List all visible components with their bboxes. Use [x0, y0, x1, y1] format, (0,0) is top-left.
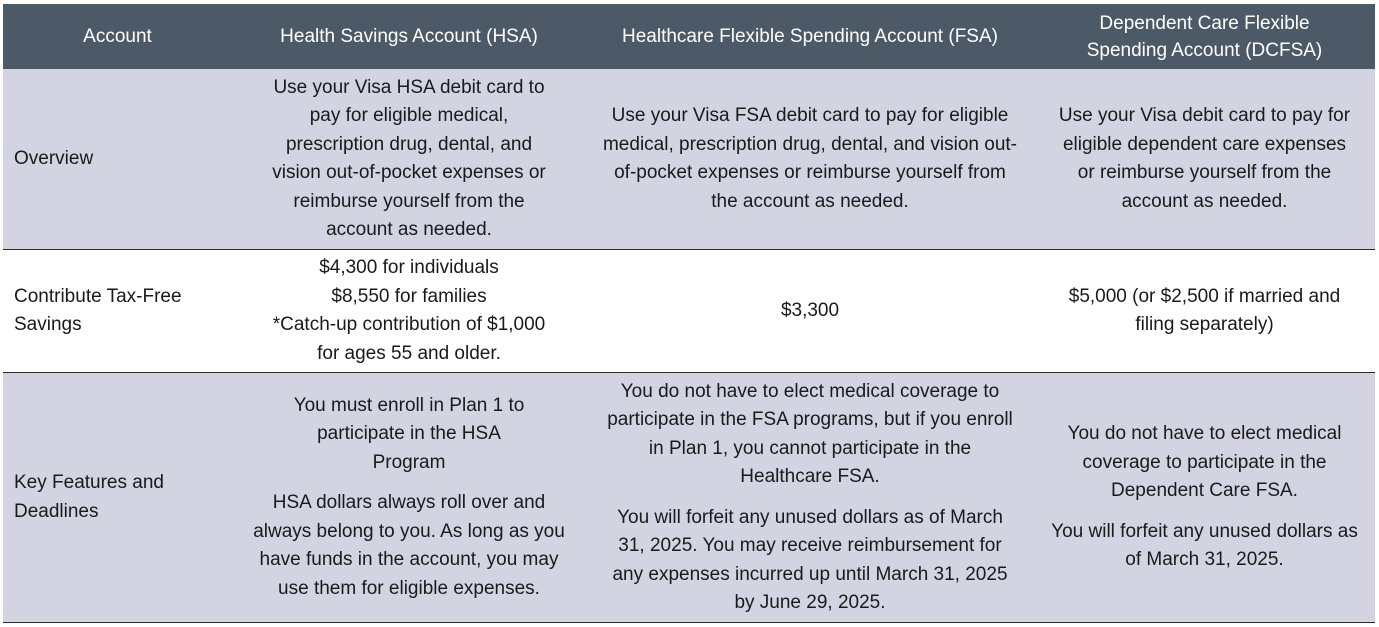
cell-contribute-fsa — [586, 250, 1034, 373]
row-label-features — [3, 373, 232, 623]
header-dcfsa — [1034, 4, 1375, 69]
contribute-hsa-families: $8,550 for families — [331, 285, 487, 307]
cell-features-fsa — [586, 373, 1034, 623]
contribute-hsa-individuals: $4,300 for individuals — [319, 257, 499, 278]
comparison-table — [3, 4, 1375, 623]
cell-features-hsa — [232, 373, 586, 623]
features-dcfsa-forfeit: You will forfeit any unused dollars as of March 31, 2025. — [1051, 520, 1358, 571]
overview-fsa-text: Use your Visa FSA debit card to pay for eligible medical, prescription drug, dental, and vision out-of-pocket expenses or reimburse yourself from the account as needed. — [602, 105, 1017, 212]
features-dcfsa-coverage: You do not have to elect medical coverage to participate in the Dependent Care FSA. — [1067, 423, 1342, 502]
contribute-dcfsa-text: $5,000 (or $2,500 if married and filing separately) — [1068, 285, 1341, 335]
features-label-text: Key Features and Deadlines — [14, 472, 164, 522]
cell-overview-hsa — [232, 69, 586, 250]
row-label-overview: Overview — [3, 69, 232, 250]
contribute-fsa-text: $3,300 — [780, 299, 840, 321]
table-row-contribute — [3, 250, 1375, 373]
features-hsa-enroll — [244, 392, 574, 478]
header-fsa: Healthcare Flexible Spending Account (FSA) — [586, 4, 1034, 69]
row-label-contribute — [3, 250, 232, 373]
cell-contribute-dcfsa — [1034, 250, 1375, 373]
table-row-overview — [3, 69, 1375, 250]
header-dcfsa-line1: Dependent Care Flexible — [1099, 12, 1310, 34]
cell-features-dcfsa — [1034, 373, 1375, 623]
table-row-features — [3, 373, 1375, 623]
features-fsa-coverage: You do not have to elect medical coverage to participate in the FSA programs, but if you enroll in Plan 1, you cannot participate in the Healthcare FSA. — [607, 380, 1013, 487]
header-hsa: Health Savings Account (HSA) — [232, 4, 586, 69]
overview-dcfsa-text: Use your Visa debit card to pay for eligible dependent care expenses or reimburse yourself from the account as needed. — [1058, 105, 1351, 212]
cell-contribute-hsa — [232, 250, 586, 373]
cell-overview-dcfsa — [1034, 69, 1375, 250]
features-fsa-forfeit: You will forfeit any unused dollars as of March 31, 2025. You may receive reimbursement for any expenses incurred up until March 31, 2025 by June 29, 2025. — [612, 506, 1008, 613]
table-header — [3, 4, 1375, 69]
features-hsa-enroll-text: You must enroll in Plan 1 to participate in the HSA Program — [293, 394, 525, 473]
overview-hsa-text: Use your Visa HSA debit card to pay for eligible medical, prescription drug, dental, and vision out-of-pocket expenses or reimburse yourself from the account as needed. — [272, 76, 546, 240]
header-account: Account — [3, 4, 232, 69]
contribute-label-text: Contribute Tax-Free Savings — [14, 285, 182, 335]
contribute-hsa-catchup: *Catch-up contribution of $1,000 for ages 55 and older. — [272, 314, 546, 364]
cell-overview-fsa — [586, 69, 1034, 250]
header-row — [3, 4, 1375, 69]
header-dcfsa-line2: Spending Account (DCFSA) — [1086, 39, 1323, 61]
features-hsa-rollover: HSA dollars always roll over and always belong to you. As long as you have funds in the account, you may use them for eligible expenses. — [253, 492, 565, 599]
